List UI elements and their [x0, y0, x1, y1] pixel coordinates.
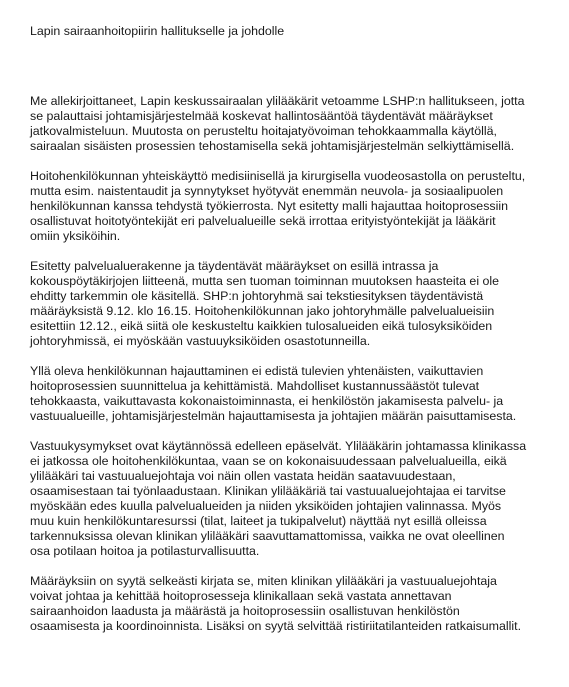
text-line: myöskään edes kuulla palvelualueiden ja niiden yksiköiden johtajien valinnassa. Myös — [30, 499, 502, 513]
text-line: esitettiin 12.12., eikä siitä ole keskusteltu kaikkien tulosalueiden eikä tulosyksiköiden — [30, 319, 493, 333]
text-line: Me allekirjoittaneet, Lapin keskussairaalan ylilääkärit vetoamme LSHP:n hallitukseen, jotta — [30, 94, 525, 108]
text-line: ehditty tarkemmin ole käsitellä. SHP:n johtoryhmä sai tekstiesityksen täydentävistä — [30, 289, 484, 303]
text-line: johtoryhmissä, ei myöskään vastuuyksiköiden osastotunneilla. — [30, 334, 371, 348]
text-line: se palauttaisi johtamisjärjestelmää koskevat hallintosääntöä täydentävät määräykset — [30, 109, 493, 123]
text-line: ei jatkossa ole hoitohenkilökuntaa, vaan se on kokonaisuudessaan palvelualueilla, eikä — [30, 454, 507, 468]
paragraph-2 — [30, 169, 550, 244]
text-line: mutta esim. naistentaudit ja synnytykset hyötyvät enemmän neuvola- ja sosiaalipuolen — [30, 184, 504, 198]
paragraph-1 — [30, 94, 550, 154]
text-line: sairaanhoidon laadusta ja määrästä ja hoitoprosessiin osallistuvan henkilöstön — [30, 604, 460, 618]
text-line: osaamisesta ja koordinoinnista. Lisäksi on syytä selvittää ristiriitatilanteiden ratkaisumallit. — [30, 619, 522, 633]
recipient-line: Lapin sairaanhoitopiirin hallitukselle ja johdolle — [30, 24, 285, 38]
text-line: Yllä oleva henkilökunnan hajauttaminen ei edistä tulevien yhtenäisten, vaikuttavien — [30, 364, 484, 378]
text-line: jatkovalmisteluun. Muutosta on perusteltu hoitajatyövoiman tehokkaammalla käytöllä, — [30, 124, 497, 138]
letter-body — [30, 94, 550, 649]
text-line: henkilökunnan kanssa tehdystä työkierrosta. Nyt esitetty malli hajauttaa hoitoprosessiin — [30, 199, 508, 213]
paragraph-3 — [30, 259, 550, 349]
paragraph-5 — [30, 439, 550, 559]
text-line: sairaalan sisäisten prosessien tehostamisella sekä johtamisjärjestelmän selkiyttämisellä. — [30, 139, 515, 153]
paragraph-4 — [30, 364, 550, 424]
text-line: Hoitohenkilökunnan yhteiskäyttö medisiinisellä ja kirurgisella vuodeosastolla on perusteltu, — [30, 169, 526, 183]
text-line: tarkennuksissa olevan klinikan ylilääkäri saavuttamattomissa, vaikka ne ovat oleellinen — [30, 529, 505, 543]
text-line: Vastuukysymykset ovat käytännössä edelleen epäselvät. Ylilääkärin johtamassa klinikassa — [30, 439, 527, 453]
text-line: osa potilaan hoitoa ja potilasturvallisuutta. — [30, 544, 260, 558]
paragraph-6 — [30, 574, 550, 634]
text-line: osaamisestaan tai työnlaadustaan. Klinikan ylilääkäriä tai vastuualuejohtajaa ei tarvitse — [30, 484, 506, 498]
text-line: määräyksistä 9.12. klo 16.15. Hoitohenkilökunnan jako johtoryhmälle palvelualueisiin — [30, 304, 495, 318]
text-line: osallistuvat hoitotyöntekijät eri palvelualueille sekä irrottaa erityistyöntekijät ja lääkärit — [30, 214, 496, 228]
text-line: kokouspöytäkirjojen liitteenä, mutta sen tuoman toiminnan muutoksen haasteita ei ole — [30, 274, 500, 288]
text-line: tehokkaasta, vaikuttavasta kokonaistoiminnasta, ei henkilöstön jakamisesta palvelu- ja — [30, 394, 504, 408]
text-line: vastuualueille, johtamisjärjestelmän hajauttamisesta ja johtajien määrän paisuttamisesta. — [30, 409, 517, 423]
text-line: omiin yksiköihin. — [30, 229, 121, 243]
text-line: voivat johtaa ja kehittää hoitoprosesseja klinikallaan sekä vastata annettavan — [30, 589, 452, 603]
text-line: ylilääkäri tai vastuualuejohtaja voi näin ollen vastata heidän saatavuudestaan, — [30, 469, 456, 483]
text-line: Määräyksiin on syytä selkeästi kirjata se, miten klinikan ylilääkäri ja vastuualuejohtaja — [30, 574, 497, 588]
text-line: muu kuin henkilökuntaresurssi (tilat, laiteet ja tukipalvelut) näyttää nyt esillä olleissa — [30, 514, 487, 528]
text-line: hoitoprosessien suunnittelua ja kehittämistä. Mahdolliset kustannussäästöt tulevat — [30, 379, 480, 393]
text-line: Esitetty palvelualuerakenne ja täydentävät määräykset on esillä intrassa ja — [30, 259, 439, 273]
